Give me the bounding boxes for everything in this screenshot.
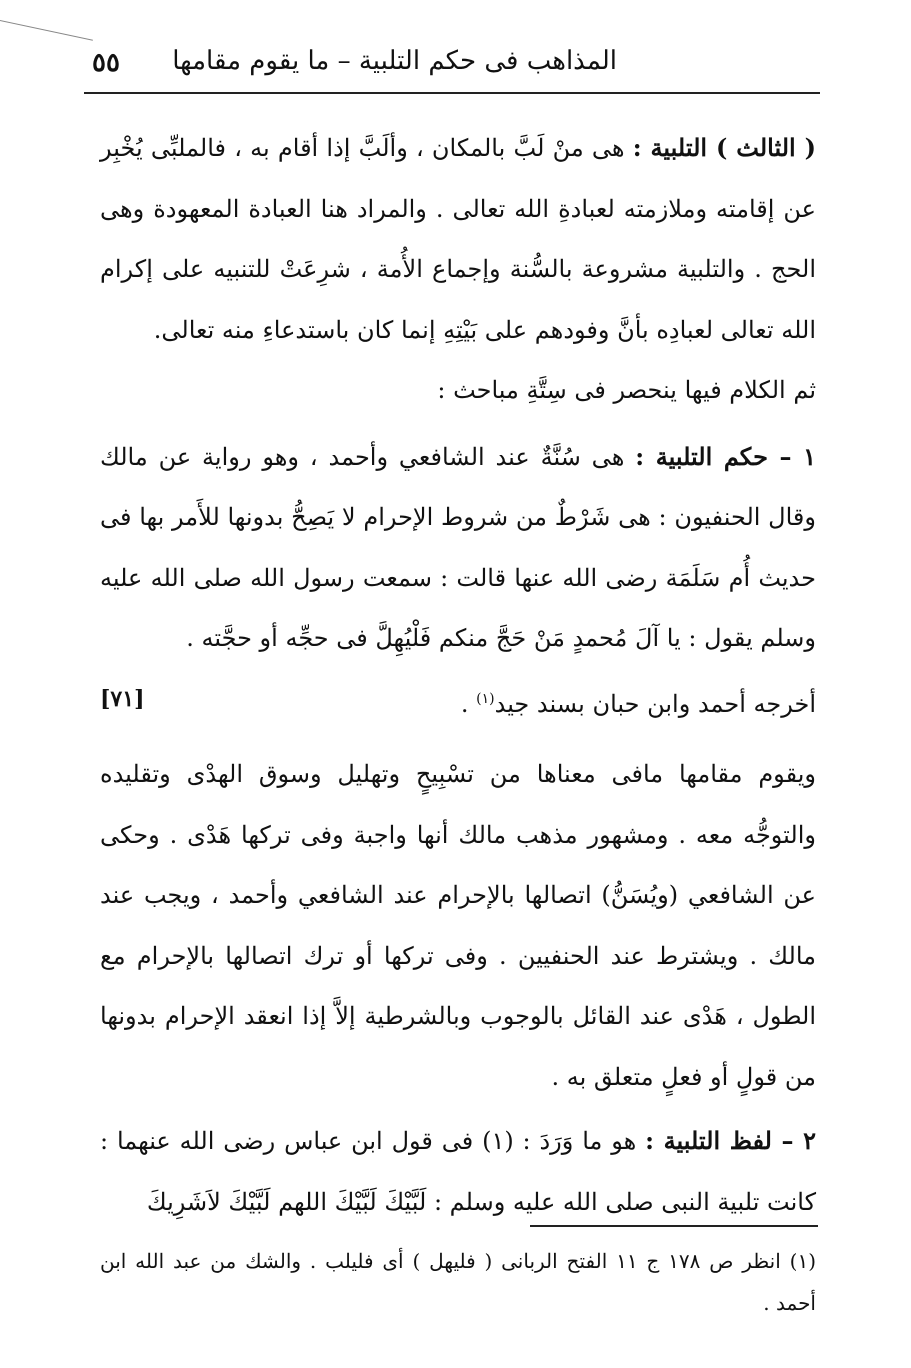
citation-line [100,669,816,735]
footnote: (١) انظر ص ١٧٨ ج ١١ الفتح الربانى ( فليهل ) أى فليلب . والشك من عبد الله ابن أحمد . [100,1249,816,1315]
running-header [92,42,817,88]
paragraph-ruling [100,427,816,669]
footnote-marker: (١) [476,690,495,707]
paragraph-substitutes: ويقوم مقامها مافى معناها من تسْبِيحٍ وتهليل وسوق الهدْى وتقليده والتوجُّه معه . ومشهور مذهب مالك أنها واجبة وفى تركها هَدْى . وحكى عن الشافعي (ويُسَنُّ) اتصالها بالإحرام عند الشافعي وأحمد ، ويجب عند مالك . ويشترط عند الحنفيين . وفى تركها أو ترك اتصالها بالإحرام مع الطول ، هَدْى عند القائل بالوجوب وبالشرطية إلاَّ إذا انعقد الإحرام بدونها من قولٍ أو فعلٍ متعلق به . [100,760,816,1091]
main-text [100,118,816,1232]
scan-mark [0,20,93,41]
section-heading: ٢ – لفظ التلبية : [645,1126,816,1155]
footnote-rule [530,1225,818,1227]
hadith-reference-number: [٧١] [100,685,145,712]
running-title: المذاهب فى حكم التلبية – ما يقوم مقامها [172,46,617,76]
section-lead: ( الثالث ) التلبية : [632,133,816,162]
header-rule [84,92,820,94]
paragraph-wording [100,1111,816,1232]
paragraph-text: هى منْ لَبَّ بالمكان ، وألَبَّ إذا أقام به ، فالملبِّى يُخْبِر عن إقامته وملازمته لعبادةِ الله تعالى . والمراد هنا العبادة المعهودة وهى الحج . والتلبية مشروعة بالسُّنة وإجماع الأُمة ، شرِعَتْ للتنبيه على إكرام الله تعالى لعبادِه بأنَّ وفودهم على بَيْتِهِ إنما كان باستدعاءِ منه تعالى. [100,134,817,344]
paragraph-text: هو ما وَرَدَ : (١) فى قول ابن عباس رضى الله عنهما : كانت تلبية النبى صلى الله عليه وسلم : لَبَّيْكَ لَبَّيْكَ اللهم لَبَّيْكَ لاَشَرِيكَ [100,1127,816,1216]
section-heading: ١ – حكم التلبية : [635,441,816,471]
citation-text: أخرجه أحمد وابن حبان بسند جيد [494,689,816,718]
paragraph-topics-intro: ثم الكلام فيها ينحصر فى سِتَّةِ مباحث : [437,376,816,404]
page-number: ٥٥ [92,48,120,78]
paragraph-talbiya-definition [100,118,816,360]
citation-end: . [460,689,477,718]
paragraph-text: هى سُنَّةٌ عند الشافعي وأحمد ، وهو رواية عن مالك وقال الحنفيون : هى شَرْطٌ من شروط الإحرام لا يَصِحُّ بدونها للأَمر بها فى حديث أُم سَلَمَة رضى الله عنها قالت : سمعت رسول الله صلى الله عليه وسلم يقول : يا آلَ مُحمدٍ مَنْ حَجَّ منكم فَلْيُهِلَّ فى حجِّه أو حجَّته . [100,442,816,652]
